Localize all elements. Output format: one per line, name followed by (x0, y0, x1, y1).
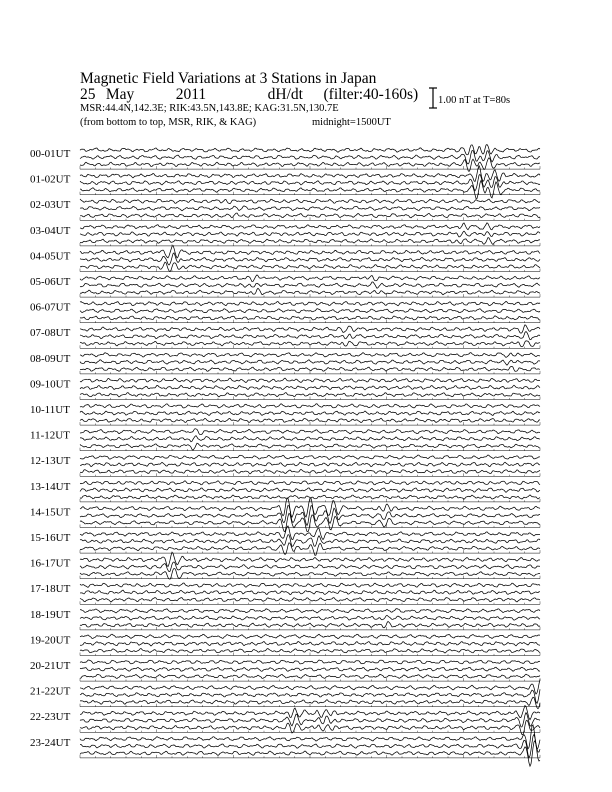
hour-label: 22-23UT (30, 711, 71, 724)
row-13-14UT (30, 481, 540, 502)
trace-RIK (80, 667, 540, 671)
minute-ticks (80, 371, 540, 374)
row-10-11UT (30, 404, 540, 425)
station-coordinates: MSR:44.4N,142.3E; RIK:43.5N,143.8E; KAG:31.5N,130.7E (80, 103, 339, 114)
hour-label: 23-24UT (30, 736, 71, 749)
trace-MSR (80, 543, 540, 556)
row-03-04UT (30, 223, 540, 246)
hour-label: 08-09UT (30, 352, 71, 365)
trace-MSR (80, 418, 540, 422)
trace-KAG (80, 246, 540, 258)
minute-ticks (80, 550, 540, 553)
hour-label: 03-04UT (30, 224, 71, 237)
row-11-12UT (30, 429, 540, 451)
minute-ticks (80, 345, 540, 348)
minute-ticks (80, 755, 540, 758)
trace-MSR (80, 649, 540, 654)
row-19-20UT (30, 634, 540, 655)
trace-RIK (80, 462, 540, 466)
trace-KAG (80, 429, 540, 435)
trace-KAG (80, 455, 540, 460)
trace-KAG (80, 679, 540, 694)
trace-RIK (80, 332, 540, 340)
row-17-18UT (30, 583, 540, 604)
trace-KAG (80, 223, 540, 230)
scale-bar (429, 88, 437, 108)
hour-label: 14-15UT (30, 506, 71, 519)
trace-RIK (80, 615, 540, 620)
hour-label: 16-17UT (30, 557, 71, 570)
trace-MSR (80, 393, 540, 397)
hour-label: 20-21UT (30, 660, 71, 672)
minute-ticks (80, 448, 540, 451)
minute-ticks (80, 678, 540, 681)
row-06-07UT (30, 301, 540, 322)
trace-MSR (80, 469, 540, 474)
row-20-21UT (30, 660, 540, 681)
trace-RIK (80, 385, 540, 390)
minute-ticks (80, 653, 540, 656)
hour-label: 01-02UT (30, 173, 71, 186)
minute-ticks (80, 627, 540, 630)
minute-ticks (80, 601, 540, 604)
hour-label: 05-06UT (30, 276, 71, 288)
trace-KAG (80, 404, 540, 408)
minute-ticks (80, 704, 540, 707)
trace-KAG (80, 552, 540, 566)
minute-ticks (80, 320, 540, 323)
trace-KAG (80, 634, 540, 639)
row-02-03UT (30, 199, 540, 220)
trace-KAG (80, 481, 540, 485)
hour-label: 13-14UT (30, 480, 71, 493)
trace-RIK (80, 309, 540, 313)
trace-MSR (80, 158, 540, 172)
trace-RIK (80, 689, 540, 703)
hour-rows (30, 144, 540, 766)
row-14-15UT (30, 498, 540, 532)
minute-ticks (80, 576, 540, 579)
row-21-22UT (30, 679, 540, 708)
trace-RIK (80, 713, 540, 727)
trace-RIK (80, 253, 540, 265)
trace-MSR (80, 513, 540, 532)
trace-RIK (80, 282, 540, 288)
hour-label: 00-01UT (30, 148, 71, 160)
filter-label: (filter:40-160s) (323, 86, 419, 103)
hour-label: 09-10UT (30, 378, 71, 391)
hour-label: 07-08UT (30, 327, 71, 340)
hour-label: 18-19UT (30, 608, 71, 621)
row-16-17UT (30, 552, 540, 579)
trace-KAG (80, 301, 540, 305)
trace-KAG (80, 583, 540, 587)
trace-KAG (80, 325, 540, 333)
row-05-06UT (30, 275, 540, 297)
trace-MSR (80, 288, 540, 294)
trace-KAG (80, 660, 540, 664)
midnight-note: midnight=1500UT (312, 117, 391, 128)
trace-RIK (80, 411, 540, 415)
hour-label: 10-11UT (30, 404, 70, 416)
trace-KAG (80, 706, 540, 720)
row-12-13UT (30, 455, 540, 476)
hour-label: 19-20UT (30, 634, 71, 647)
minute-ticks (80, 397, 540, 400)
trace-MSR (80, 213, 540, 218)
trace-RIK (80, 436, 540, 442)
minute-ticks (80, 294, 540, 297)
trace-KAG (80, 378, 540, 382)
scale-bar-label: 1.00 nT at T=80s (438, 95, 511, 106)
date-month: May (105, 86, 135, 103)
trace-MSR (80, 741, 540, 767)
trace-RIK (80, 206, 540, 211)
trace-MSR (80, 621, 540, 627)
quantity-label: dH/dt (267, 86, 303, 103)
minute-ticks (80, 422, 540, 425)
hour-label: 15-16UT (30, 532, 71, 544)
row-18-19UT (30, 609, 540, 630)
row-04-05UT (30, 246, 540, 272)
trace-RIK (80, 488, 540, 492)
hour-label: 21-22UT (30, 685, 71, 698)
minute-ticks (80, 192, 540, 195)
trace-RIK (80, 641, 540, 645)
chart-title: Magnetic Field Variations at 3 Stations in Japan (80, 70, 377, 87)
hour-label: 11-12UT (30, 429, 70, 442)
hour-label: 06-07UT (30, 301, 71, 314)
trace-RIK (80, 151, 540, 164)
date-day: 25 (80, 86, 96, 103)
trace-RIK (80, 562, 540, 572)
row-07-08UT (30, 325, 540, 349)
trace-MSR (80, 697, 540, 708)
minute-ticks (80, 243, 540, 246)
station-order-note: (from bottom to top, MSR, RIK, & KAG) (80, 117, 257, 128)
minute-ticks (80, 729, 540, 732)
trace-KAG (80, 609, 540, 613)
hour-label: 12-13UT (30, 455, 71, 468)
trace-MSR (80, 181, 540, 199)
trace-KAG (80, 199, 540, 204)
trace-RIK (80, 231, 540, 237)
minute-ticks (80, 473, 540, 476)
row-01-02UT (30, 166, 540, 199)
minute-ticks (80, 217, 540, 220)
trace-MSR (80, 366, 540, 371)
row-00-01UT (30, 144, 540, 171)
hour-label: 02-03UT (30, 199, 71, 212)
trace-RIK (80, 360, 540, 365)
row-22-23UT (30, 706, 540, 735)
trace-MSR (80, 316, 540, 320)
trace-KAG (80, 526, 540, 540)
trace-KAG (80, 275, 540, 282)
trace-MSR (80, 674, 540, 678)
date-year: 2011 (175, 86, 207, 103)
trace-RIK (80, 590, 540, 594)
trace-KAG (80, 353, 540, 358)
row-09-10UT (30, 378, 540, 399)
hour-label: 04-05UT (30, 250, 71, 263)
row-08-09UT (30, 353, 540, 374)
hour-label: 17-18UT (30, 583, 71, 596)
